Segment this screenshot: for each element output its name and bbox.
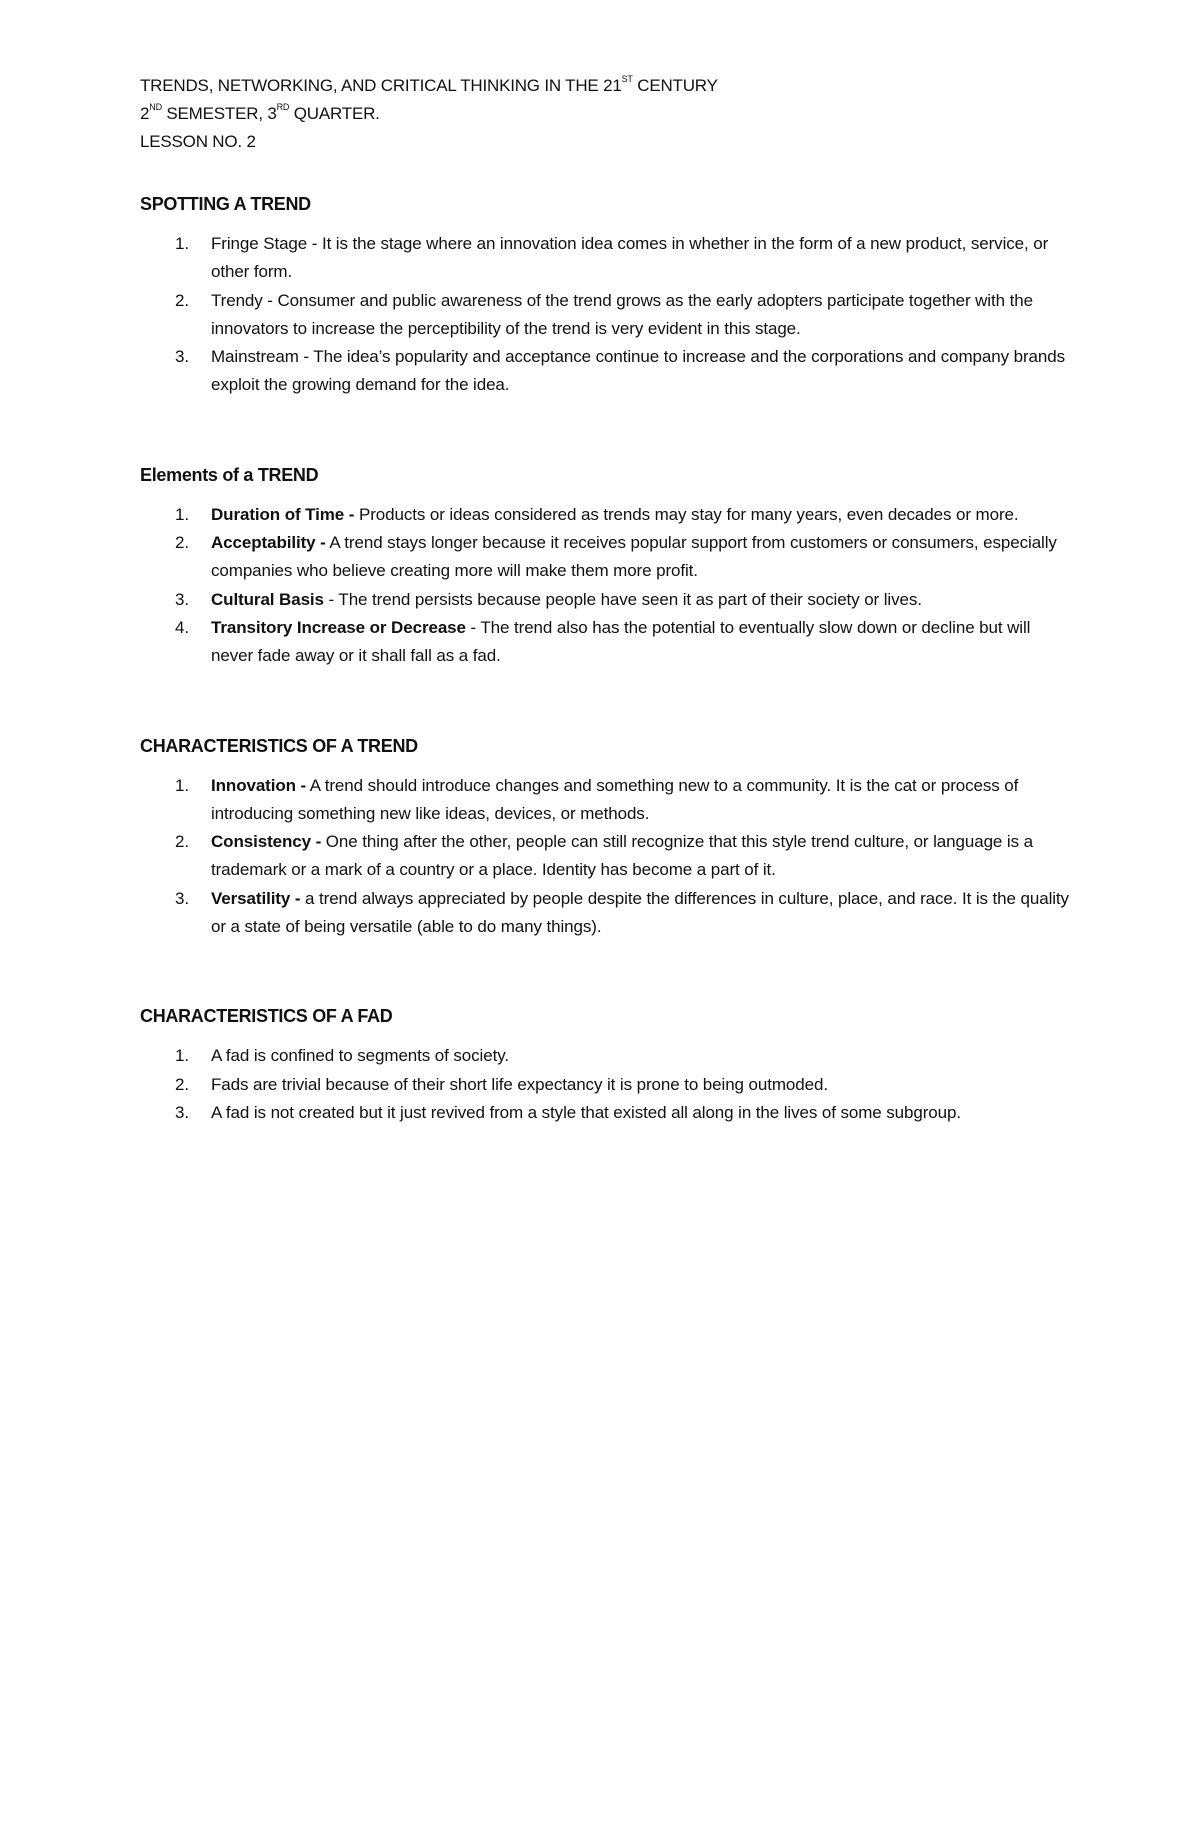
item-number: 1. [175, 1046, 189, 1066]
fad-characteristics-list [140, 1042, 1070, 1127]
quarter-text: QUARTER. [289, 104, 380, 123]
item-term: Consistency - [211, 832, 322, 852]
item-text: Fads are trivial because of their short life expectancy it is prone to being outmoded. [211, 1074, 828, 1094]
item-term: Transitory Increase or Decrease [211, 617, 466, 637]
course-title-text: TRENDS, NETWORKING, AND CRITICAL THINKING IN THE 21 [140, 76, 622, 95]
item-number: 3. [175, 589, 189, 609]
item-term: Duration of Time - [211, 504, 355, 524]
item-number: 1. [175, 234, 189, 253]
item-text: A fad is not created but it just revived from a style that existed all along in the lives of some subgroup. [211, 1102, 961, 1122]
trend-characteristics-list [140, 772, 1070, 942]
item-number: 4. [175, 617, 189, 637]
list-item [140, 501, 1070, 529]
item-text: One thing after the other, people can still recognize that this style trend culture, or language is a trademark or a mark of a country or a place. Identity has become a part of it. [211, 832, 1033, 880]
item-number: 1. [175, 775, 189, 795]
list-item [140, 1071, 1070, 1099]
section-elements-of-a-trend [140, 461, 1070, 671]
list-item [140, 529, 1070, 586]
item-text: A trend should introduce changes and something new to a community. It is the cat or process of introducing something new like ideas, devices, or methods. [211, 775, 1019, 823]
list-item [140, 614, 1070, 671]
list-item [140, 772, 1070, 829]
list-item [140, 287, 1070, 344]
item-number: 2. [175, 832, 189, 852]
semester-text: SEMESTER, 3 [161, 104, 277, 123]
item-text: Mainstream - The idea’s popularity and acceptance continue to increase and the corporations and company brands exploit the growing demand for the idea. [211, 347, 1066, 395]
list-item [140, 586, 1070, 614]
course-title-sup: ST [621, 74, 633, 84]
item-number: 3. [175, 347, 189, 367]
course-title [140, 72, 1070, 100]
list-item [140, 1099, 1070, 1127]
document-page [140, 72, 1070, 1127]
document-header [140, 72, 1070, 156]
section-spotting-a-trend [140, 190, 1070, 400]
section-title: Elements of a TREND [140, 464, 319, 485]
item-text: A trend stays longer because it receives popular support from customers or consumers, especially companies who believe creating more will make them more profit. [211, 533, 1057, 581]
section-title: CHARACTERISTICS OF A TREND [140, 735, 418, 756]
item-text: a trend always appreciated by people despite the differences in culture, place, and race. It is the quality or a state of being versatile (able to do many things). [211, 888, 1069, 937]
item-number: 1. [175, 504, 189, 524]
item-number: 2. [175, 533, 189, 553]
course-title-tail: CENTURY [632, 76, 718, 95]
list-item [140, 828, 1070, 885]
list-item [140, 1042, 1070, 1070]
item-term: Innovation - [211, 775, 307, 795]
elements-list [140, 501, 1070, 671]
list-item [140, 230, 1070, 287]
section-characteristics-of-a-fad [140, 1002, 1070, 1127]
section-characteristics-of-a-trend [140, 732, 1070, 942]
section-title: SPOTTING A TREND [140, 194, 311, 214]
item-term: Versatility - [211, 888, 301, 908]
item-text: - The trend also has the potential to eventually slow down or decline but will never fade away or it shall fall as a fad. [211, 617, 1031, 666]
item-number: 3. [175, 1102, 189, 1122]
semester-number: 2 [140, 104, 150, 123]
quarter-sup: RD [276, 102, 290, 112]
item-text: - The trend persists because people have seen it as part of their society or lives. [323, 589, 922, 609]
item-number: 2. [175, 290, 189, 310]
item-text: Trendy - Consumer and public awareness of the trend grows as the early adopters participate together with the innovators to increase the perceptibility of the trend is very evident in this stage. [211, 290, 1033, 338]
lesson-number: LESSON NO. 2 [140, 132, 256, 151]
spotting-list [140, 230, 1070, 400]
item-term: Acceptability - [211, 533, 326, 553]
item-text: A fad is confined to segments of society. [211, 1046, 509, 1066]
item-text: Products or ideas considered as trends may stay for many years, even decades or more. [354, 504, 1019, 524]
item-text: Fringe Stage - It is the stage where an innovation idea comes in whether in the form of a new product, service, or other form. [211, 234, 1049, 282]
list-item [140, 343, 1070, 400]
item-number: 2. [175, 1074, 189, 1094]
semester-sup: ND [149, 102, 162, 112]
item-number: 3. [175, 888, 189, 908]
semester-quarter [140, 100, 1070, 128]
section-title: CHARACTERISTICS OF A FAD [140, 1006, 393, 1027]
list-item [140, 885, 1070, 942]
item-term: Cultural Basis [211, 589, 324, 609]
